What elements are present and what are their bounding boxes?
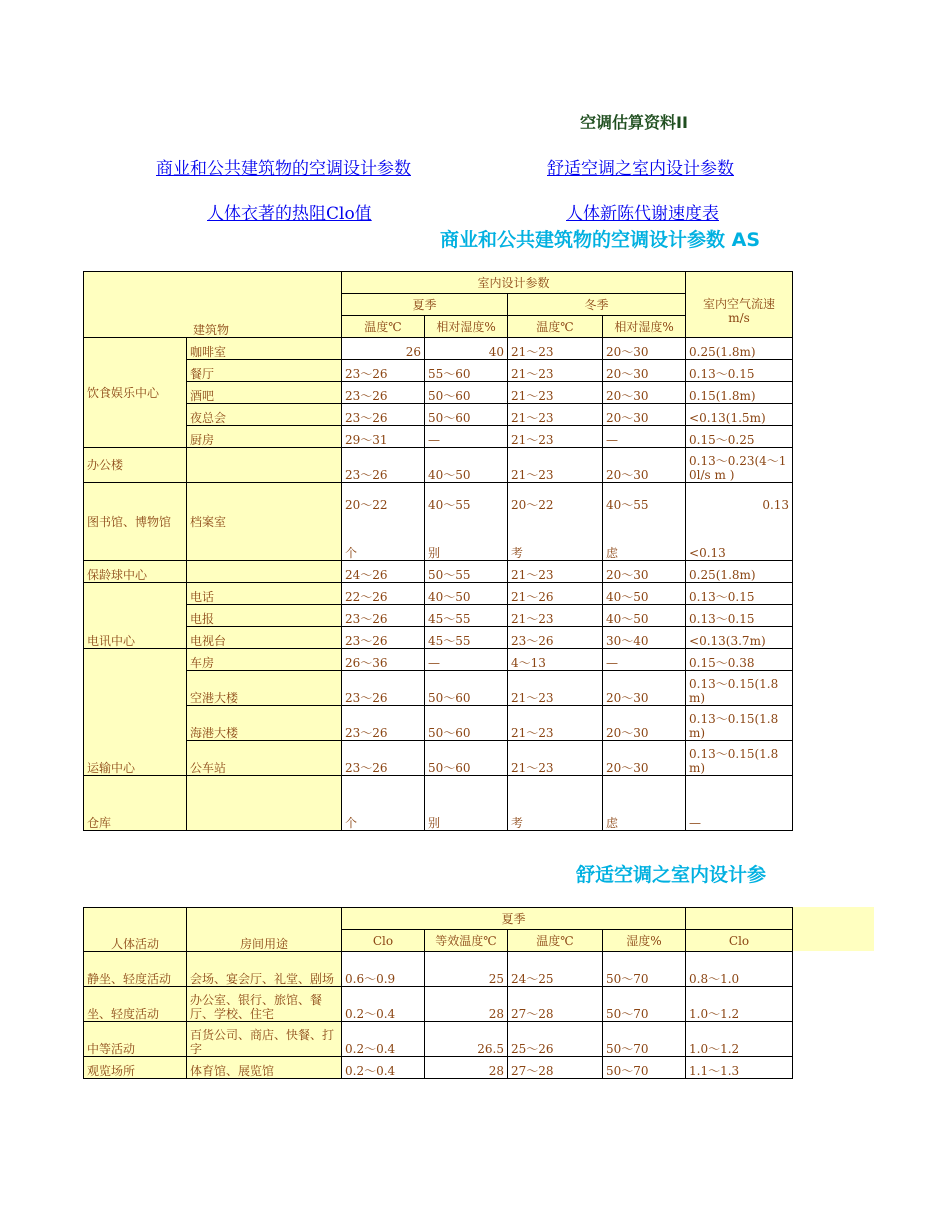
airflow: 0.13～0.15(1.8m) xyxy=(686,706,793,741)
summer-rh: 45～55 xyxy=(425,627,508,649)
table-row xyxy=(84,382,793,404)
header-spill xyxy=(792,907,874,951)
activity: 坐、轻度活动 xyxy=(84,987,187,1022)
airflow-top: 0.13 xyxy=(762,498,790,512)
airflow: 0.13～0.15(1.8m) xyxy=(686,671,793,706)
table-row xyxy=(84,671,793,706)
winter-rh: 20～30 xyxy=(603,382,686,404)
temp: 27～28 xyxy=(508,1057,603,1079)
group-office: 办公楼 xyxy=(84,448,187,483)
table-row xyxy=(84,649,793,671)
airflow: 0.25(1.8m) xyxy=(686,338,793,360)
header-room: 房间用途 xyxy=(187,908,342,952)
sub-name xyxy=(187,448,342,483)
summer-temp: 26 xyxy=(342,338,425,360)
room-use: 会场、宴会厅、礼堂、剧场 xyxy=(187,952,342,987)
header-clo: Clo xyxy=(342,930,425,952)
summer-rh: 别 xyxy=(425,776,508,831)
airflow: 0.13～0.15 xyxy=(686,605,793,627)
winter-temp-top: 20～22 xyxy=(511,498,554,512)
header-winter-temp: 温度℃ xyxy=(508,316,603,338)
winter-rh: 20～30 xyxy=(603,671,686,706)
winter-rh: 20～30 xyxy=(603,448,686,483)
header-summer: 夏季 xyxy=(342,294,508,316)
sub-name: 空港大楼 xyxy=(187,671,342,706)
summer-temp: 26～36 xyxy=(342,649,425,671)
summer-temp-cell xyxy=(342,483,425,561)
winter-rh: 20～30 xyxy=(603,338,686,360)
sub-name: 公车站 xyxy=(187,741,342,776)
airflow-cell xyxy=(686,483,793,561)
header-indoor-params: 室内设计参数 xyxy=(342,272,686,294)
airflow: 0.13～0.15 xyxy=(686,360,793,382)
group-dining: 饮食娱乐中心 xyxy=(84,338,187,448)
summer-rh: 55～60 xyxy=(425,360,508,382)
rh: 50～70 xyxy=(603,1022,686,1057)
winter-rh: 30～40 xyxy=(603,627,686,649)
table-row xyxy=(84,706,793,741)
rh: 50～70 xyxy=(603,1057,686,1079)
summer-rh: 40～50 xyxy=(425,583,508,605)
airflow: 0.13～0.15 xyxy=(686,583,793,605)
header-summer-temp: 温度℃ xyxy=(342,316,425,338)
summer-rh: 50～60 xyxy=(425,382,508,404)
comfort-params-table xyxy=(83,907,793,1079)
summer-rh-top: 40～55 xyxy=(428,498,471,512)
temp: 24～25 xyxy=(508,952,603,987)
summer-temp: 23～26 xyxy=(342,382,425,404)
summer-temp: 22～26 xyxy=(342,583,425,605)
airflow: 0.15(1.8m) xyxy=(686,382,793,404)
link-comfort-params[interactable]: 舒适空调之室内设计参数 xyxy=(547,159,734,179)
table-row xyxy=(84,1057,793,1079)
table1-heading: 商业和公共建筑物的空调设计参数 AS xyxy=(440,229,761,251)
header-temp: 温度℃ xyxy=(508,930,603,952)
summer-temp: 23～26 xyxy=(342,404,425,426)
airflow: <0.13(3.7m) xyxy=(686,627,793,649)
header-eff-temp: 等效温度℃ xyxy=(425,930,508,952)
airflow: — xyxy=(686,776,793,831)
group-library: 图书馆、博物馆 xyxy=(84,483,187,561)
airflow: <0.13(1.5m) xyxy=(686,404,793,426)
winter-temp: 21～23 xyxy=(508,448,603,483)
winter-rh: 虑 xyxy=(606,546,619,560)
winter-rh: 40～50 xyxy=(603,605,686,627)
clo-winter: 1.1～1.3 xyxy=(686,1057,793,1079)
eff-temp: 28 xyxy=(425,987,508,1022)
sub-name: 车房 xyxy=(187,649,342,671)
winter-temp: 21～26 xyxy=(508,583,603,605)
table-row xyxy=(84,426,793,448)
winter-rh: 20～30 xyxy=(603,741,686,776)
clo: 0.2～0.4 xyxy=(342,987,425,1022)
header-rh: 湿度% xyxy=(603,930,686,952)
sub-name xyxy=(187,561,342,583)
sub-name: 夜总会 xyxy=(187,404,342,426)
page-title: 空调估算资料II xyxy=(580,113,688,132)
sub-name: 电报 xyxy=(187,605,342,627)
eff-temp: 26.5 xyxy=(425,1022,508,1057)
rh: 50～70 xyxy=(603,987,686,1022)
activity: 观览场所 xyxy=(84,1057,187,1079)
winter-temp: 4～13 xyxy=(508,649,603,671)
table-row xyxy=(84,952,793,987)
header-airflow-cell xyxy=(686,272,793,338)
table-row xyxy=(84,987,793,1022)
group-warehouse: 仓库 xyxy=(84,776,187,831)
temp: 25～26 xyxy=(508,1022,603,1057)
summer-rh: 50～60 xyxy=(425,404,508,426)
winter-temp: 21～23 xyxy=(508,561,603,583)
winter-temp: 考 xyxy=(511,546,524,560)
airflow: 0.15～0.25 xyxy=(686,426,793,448)
header-summer: 夏季 xyxy=(342,908,686,930)
group-telecom: 电讯中心 xyxy=(84,583,187,649)
clo-winter: 0.8～1.0 xyxy=(686,952,793,987)
summer-rh: 50～60 xyxy=(425,671,508,706)
summer-rh: 别 xyxy=(428,546,441,560)
commercial-params-table xyxy=(83,271,793,831)
summer-temp: 23～26 xyxy=(342,741,425,776)
winter-rh: 40～50 xyxy=(603,583,686,605)
summer-temp: 24～26 xyxy=(342,561,425,583)
winter-temp: 21～23 xyxy=(508,741,603,776)
table-row xyxy=(84,404,793,426)
winter-rh: 20～30 xyxy=(603,706,686,741)
winter-rh: 20～30 xyxy=(603,561,686,583)
table-row xyxy=(84,338,793,360)
winter-temp: 21～23 xyxy=(508,382,603,404)
table-row xyxy=(84,360,793,382)
summer-temp: 23～26 xyxy=(342,706,425,741)
summer-rh: 45～55 xyxy=(425,605,508,627)
sub-name: 咖啡室 xyxy=(187,338,342,360)
sub-name xyxy=(187,776,342,831)
summer-rh: — xyxy=(425,426,508,448)
clo: 0.2～0.4 xyxy=(342,1022,425,1057)
group-transport: 运输中心 xyxy=(84,649,187,776)
summer-temp: 23～26 xyxy=(342,627,425,649)
sub-name: 档案室 xyxy=(187,483,342,561)
link-metabolic-rate[interactable]: 人体新陈代谢速度表 xyxy=(566,204,719,224)
header-winter-rh: 相对湿度% xyxy=(603,316,686,338)
sub-name: 电话 xyxy=(187,583,342,605)
winter-rh: 20～30 xyxy=(603,404,686,426)
sub-name: 电视台 xyxy=(187,627,342,649)
room-use: 百货公司、商店、快餐、打字 xyxy=(187,1022,342,1057)
summer-temp: 29～31 xyxy=(342,426,425,448)
summer-temp: 个 xyxy=(345,546,358,560)
airflow: <0.13 xyxy=(689,546,726,560)
summer-rh: — xyxy=(425,649,508,671)
winter-temp: 23～26 xyxy=(508,627,603,649)
winter-rh: 20～30 xyxy=(603,360,686,382)
group-bowling: 保龄球中心 xyxy=(84,561,187,583)
header-winter: 冬季 xyxy=(508,294,686,316)
winter-rh: — xyxy=(603,649,686,671)
summer-rh: 40～50 xyxy=(425,448,508,483)
clo: 0.6～0.9 xyxy=(342,952,425,987)
eff-temp: 25 xyxy=(425,952,508,987)
table-row xyxy=(84,448,793,483)
summer-rh: 40 xyxy=(425,338,508,360)
winter-temp: 21～23 xyxy=(508,605,603,627)
airflow: 0.13～0.15(1.8m) xyxy=(686,741,793,776)
sub-name: 餐厅 xyxy=(187,360,342,382)
header-summer-rh: 相对湿度% xyxy=(425,316,508,338)
table-row xyxy=(84,627,793,649)
winter-temp: 21～23 xyxy=(508,671,603,706)
winter-rh-top: 40～55 xyxy=(606,498,649,512)
table-row xyxy=(84,583,793,605)
table-row xyxy=(84,605,793,627)
activity: 静坐、轻度活动 xyxy=(84,952,187,987)
winter-rh: — xyxy=(603,426,686,448)
header-winter-blank xyxy=(686,908,793,930)
header-airflow-unit: m/s xyxy=(728,310,750,325)
summer-rh: 50～60 xyxy=(425,706,508,741)
header-building-cell xyxy=(84,272,342,338)
winter-temp: 21～23 xyxy=(508,338,603,360)
winter-temp: 21～23 xyxy=(508,360,603,382)
summer-temp: 个 xyxy=(342,776,425,831)
sub-name: 厨房 xyxy=(187,426,342,448)
airflow: 0.15～0.38 xyxy=(686,649,793,671)
summer-rh: 50～60 xyxy=(425,741,508,776)
link-commercial-params[interactable]: 商业和公共建筑物的空调设计参数 xyxy=(156,159,411,179)
winter-temp: 21～23 xyxy=(508,404,603,426)
summer-rh-cell xyxy=(425,483,508,561)
summer-temp: 23～26 xyxy=(342,448,425,483)
airflow: 0.25(1.8m) xyxy=(686,561,793,583)
sub-name: 海港大楼 xyxy=(187,706,342,741)
sub-name: 酒吧 xyxy=(187,382,342,404)
airflow: 0.13～0.23(4～10l/s m ) xyxy=(686,448,793,483)
temp: 27～28 xyxy=(508,987,603,1022)
winter-rh: 虑 xyxy=(603,776,686,831)
winter-temp: 考 xyxy=(508,776,603,831)
winter-temp: 21～23 xyxy=(508,426,603,448)
table-row xyxy=(84,1022,793,1057)
clo-winter: 1.0～1.2 xyxy=(686,1022,793,1057)
header-airflow: 室内空气流速 xyxy=(703,296,776,311)
clo: 0.2～0.4 xyxy=(342,1057,425,1079)
summer-temp-top: 20～22 xyxy=(345,498,388,512)
eff-temp: 28 xyxy=(425,1057,508,1079)
winter-temp-cell xyxy=(508,483,603,561)
room-use: 体育馆、展览馆 xyxy=(187,1057,342,1079)
summer-temp: 23～26 xyxy=(342,605,425,627)
header-clo-winter: Clo xyxy=(686,930,793,952)
link-clothing-clo[interactable]: 人体衣著的热阻Clo值 xyxy=(207,204,372,224)
winter-rh-cell xyxy=(603,483,686,561)
clo-winter: 1.0～1.2 xyxy=(686,987,793,1022)
summer-temp: 23～26 xyxy=(342,671,425,706)
activity: 中等活动 xyxy=(84,1022,187,1057)
table-row xyxy=(84,776,793,831)
summer-temp: 23～26 xyxy=(342,360,425,382)
winter-temp: 21～23 xyxy=(508,706,603,741)
table2-heading: 舒适空调之室内设计参 xyxy=(576,864,767,886)
table-row xyxy=(84,741,793,776)
header-activity: 人体活动 xyxy=(84,908,187,952)
header-building: 建筑物 xyxy=(193,323,230,337)
summer-rh: 50～55 xyxy=(425,561,508,583)
room-use: 办公室、银行、旅馆、餐厅、学校、住宅 xyxy=(187,987,342,1022)
rh: 50～70 xyxy=(603,952,686,987)
table-row xyxy=(84,561,793,583)
table-row xyxy=(84,483,793,561)
